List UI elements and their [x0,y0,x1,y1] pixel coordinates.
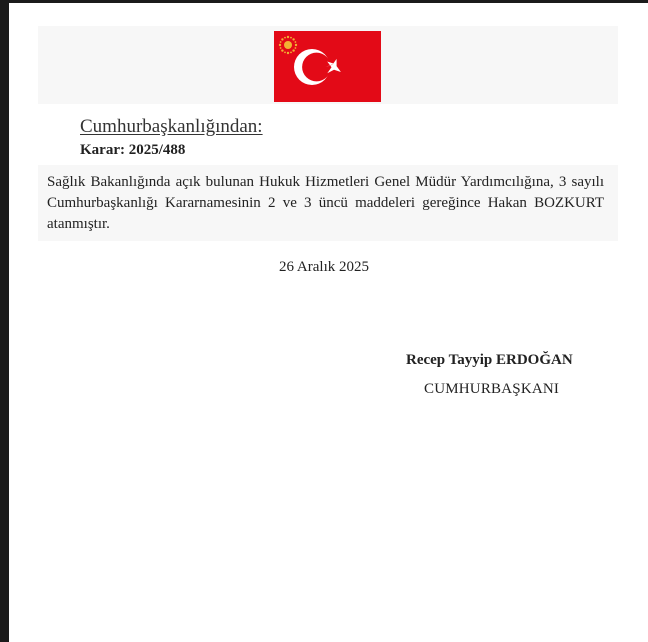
decision-body-text: Sağlık Bakanlığında açık bulunan Hukuk Hizmetleri Genel Müdür Yardımcılığına, 3 sayılı Cumhurbaşkanlığı Kararnamesinin 2 ve 3 üncü maddeleri gereğince Hakan BOZKURT atanmıştır. [47,174,604,232]
decision-number: Karar: 2025/488 [80,142,186,158]
decision-date: 26 Aralık 2025 [279,259,369,275]
issuer-heading: Cumhurbaşkanlığından: [80,116,263,137]
window-left-border [0,0,9,642]
flag-emblem-icon [274,31,381,102]
signer-name: Recep Tayyip ERDOĞAN [406,352,573,368]
signer-title: CUMHURBAŞKANI [424,381,560,397]
